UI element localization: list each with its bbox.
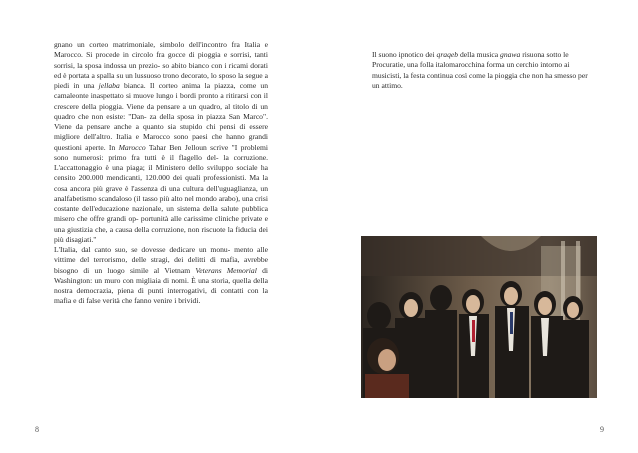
text-line: di Washington: un muro con migliaia — [54, 265, 268, 285]
italic-term: qraqeb — [436, 50, 459, 59]
page-number: 8 — [35, 425, 39, 434]
text-line: dello sviluppo sociale ha censito 200.000 mendicanti, — [54, 163, 268, 183]
page-number: 9 — [600, 425, 604, 434]
text-line: false verità che fanno venire i brividi. — [86, 296, 201, 306]
text-line: questioni aperte. In — [54, 142, 119, 152]
text-line: la pioggia che non ha smesso per un attimo. — [372, 70, 588, 90]
text-line: anche a quanto sia stupido chi pensi di essere migliore — [54, 122, 268, 142]
text-line: ritirarsi con il crescere della pioggia. Viene da pensare a — [54, 91, 268, 111]
text-line: portunità alle carissime cliniche private e una giustizia — [54, 214, 268, 234]
text-line: sotto le Procuratie, una folla italomarocchina forma un — [372, 50, 569, 70]
text-line: piena di punti interrogativi, di contatti con la mafia e di — [54, 286, 268, 306]
text-line: della musica — [458, 50, 501, 59]
crowd-photo-icon — [361, 236, 597, 398]
text-line: za della sposa in piazza San Marco". Viene da pensare — [54, 111, 268, 131]
text-line: sistema della salute pubblica misero che offre grandi op- — [54, 204, 268, 224]
text-line: so abito bianco con i ricami dorati ed è portata a spalla — [54, 60, 269, 80]
paragraph — [54, 40, 268, 245]
italic-term: Marocco — [118, 142, 146, 152]
right-page-text — [372, 50, 594, 91]
text-line: in una — [73, 81, 99, 90]
text-line: la corruzione. L'accattonaggio è una piaga; il Ministero — [54, 152, 269, 172]
text-line: gnano un corteo matrimoniale, simbolo dell'incontro — [54, 40, 227, 49]
left-page-text — [54, 40, 268, 307]
text-line: bianca. Il corteo anima la piazza, come un — [119, 81, 268, 90]
text-line: fra Italia e Marocco. Si procede in circolo fra gocce di — [54, 40, 268, 60]
text-line: L'Italia, dal canto suo, se dovesse dedicare un monu- — [54, 245, 231, 254]
text-line: grave è l'assenza di una cultura dell'uguaglianza, un — [105, 183, 269, 193]
text-line: un quadro, al titolo di un quadro che non esiste: "Dan- — [54, 101, 268, 121]
text-line: di nomi. È una storia, quella della nostra democrazia, — [54, 275, 268, 295]
text-line: su un lussuoso trono decorato, lo sposo la segue a piedi — [54, 70, 268, 90]
text-line: che, a causa della corruzione, non riscuote la fiducia dei — [95, 224, 268, 234]
text-line: mento alle vittime del terrorismo, delle stragi, dei delitti — [54, 245, 268, 265]
text-line: risuona — [520, 50, 545, 59]
text-line: analfabetismo scandaloso (il tasso più alto nel mondo — [54, 193, 217, 203]
text-line: problemi sono numerosi: primo fra tutti è il flagello del- — [54, 142, 268, 162]
text-line: Tahar Ben Jelloun scrive "I — [145, 142, 238, 152]
text-line: Il suono ipnotico dei — [372, 50, 437, 59]
text-line: arabo), una crisi costante dell'educazione nazionale, un — [54, 193, 268, 213]
paragraph — [54, 245, 268, 307]
italic-term: Veterans Memorial — [195, 265, 257, 275]
text-line: cerchio intorno ai musicisti, la festa continua così come — [372, 60, 570, 80]
text-line: 120.000 dei quali professionisti. Ma la cosa ancora più — [54, 173, 268, 193]
text-line: pioggia e sorrisi, tanti sorrisi, la sposa indossa un prezio- — [54, 50, 268, 70]
crowd-photo — [361, 236, 597, 398]
italic-term: gnawa — [500, 50, 521, 59]
text-line: più disagiati." — [54, 234, 97, 244]
text-line: dell'altro. Italia e Marocco sono paesi che hanno grandi — [83, 132, 268, 142]
text-line: di mafia, avrebbe bisogno di un luogo simile al Vietnam — [54, 255, 269, 275]
italic-term: jellaba — [98, 81, 120, 90]
paragraph — [372, 50, 594, 91]
text-line: camaleonte inaspettato si muove lungo i bordi pronto a — [54, 91, 224, 101]
